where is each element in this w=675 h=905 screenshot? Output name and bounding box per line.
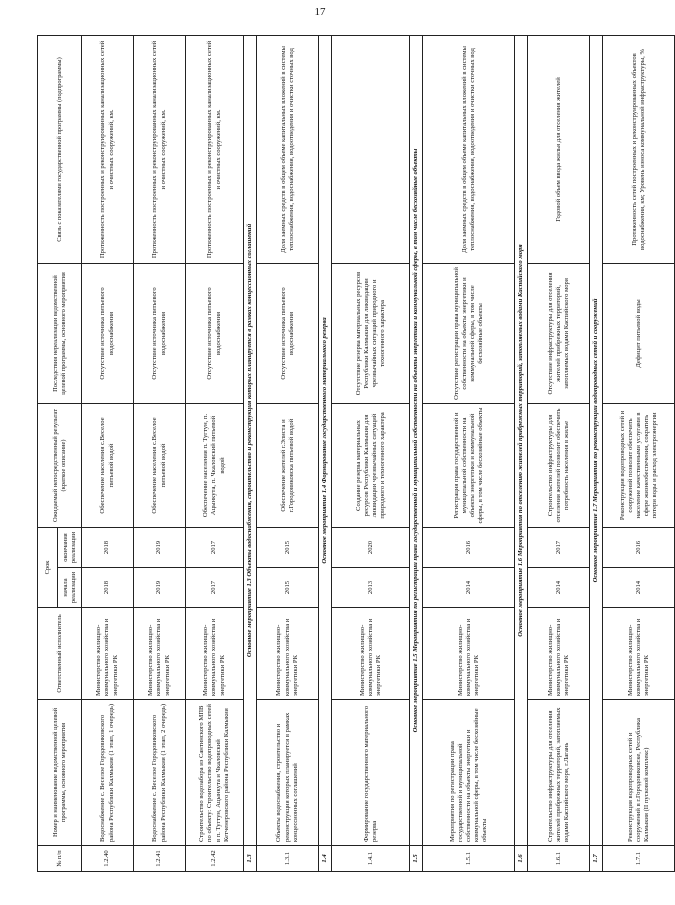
row-result: Обеспечение населения с.Веселое питьевой водой: [82, 403, 134, 527]
row-name: Водоснабжение с. Веселое Городовиковского района Республики Калмыкия (1 этап, 2 очередь): [134, 700, 186, 846]
row-start: 2013: [332, 568, 410, 608]
row-result: Обеспечение населения п. Тугтун, п. Ацынкута, п. Чкаловский питьевой водой: [186, 403, 244, 527]
row-indicators: Протяженность сетей построенных и реконструированных объектов водоснабжения, км; Уровень износа коммунальной инфраструктуры, %: [603, 35, 675, 263]
section-row: [590, 35, 603, 871]
row-consequences: Отсутствие резерва материальных ресурсов Республики Калмыкия для ликвидации чрезвычайных ситуаций природного и техногенного характера: [332, 263, 410, 403]
row-executor: Министерство жилищно-коммунального хозяйства и энергетики РК: [186, 608, 244, 700]
row-result: Обеспечение жителей г.Элиста и г.Городовиковска питьевой водой: [257, 403, 319, 527]
row-end: 2018: [82, 527, 134, 567]
row-consequences: Отсутствие источника питьевого водоснабжения: [134, 263, 186, 403]
section-row: [410, 35, 423, 871]
row-num: 1.2.42: [186, 846, 244, 872]
row-indicators: [332, 35, 410, 263]
table-row: [257, 35, 319, 871]
row-result: Строительство инфраструктуры для отселения жителей позволит обеспечить потребность населения в жилье: [528, 403, 590, 527]
row-result: Регистрация права государственной и муниципальной собственности на объекты энергетики и коммунальной сферы, в том числе бесхозяйные объекты: [423, 403, 515, 527]
header-consequences: Последствия нереализации ведомственной целевой программы, основного мероприятия: [38, 263, 82, 403]
table-row: [186, 35, 244, 871]
table-row: [528, 35, 590, 871]
section-num: 1.3: [244, 846, 257, 872]
section-title: Основное мероприятие 1.6 Мероприятия по отселению жителей прибрежных территорий, затопляемых водами Каспийского моря: [515, 35, 528, 845]
row-end: 2016: [423, 527, 515, 567]
row-indicators: Протяженность построенных и реконструированных канализационных сетей и очистных сооружений, км.: [134, 35, 186, 263]
header-end: окончания реализации: [58, 527, 82, 567]
header-term: Срок: [38, 527, 58, 607]
row-executor: Министерство жилищно-коммунального хозяйства и энергетики РК: [82, 608, 134, 700]
row-num: 1.4.1: [332, 846, 410, 872]
table-row: [603, 35, 675, 871]
section-title: Основное мероприятие 1.7 Мероприятия по реконструкции водопроводных сетей и сооружений: [590, 35, 603, 845]
row-executor: Министерство жилищно-коммунального хозяйства и энергетики РК: [603, 608, 675, 700]
row-result: Обеспечение населения с.Веселое питьевой водой: [134, 403, 186, 527]
row-name: Строительство водозабора из Сантинского МПВ по объекту: Строительство водопроводных сетей в п. Тугтун, Ацынкута и Чкаловский Кетченеровского района Республики Калмыкия: [186, 700, 244, 846]
row-start: 2015: [257, 568, 319, 608]
row-end: 2017: [528, 527, 590, 567]
row-end: 2017: [186, 527, 244, 567]
section-row: [244, 35, 257, 871]
row-indicators: Протяженность построенных и реконструированных канализационных сетей и очистных сооружений, км.: [186, 35, 244, 263]
row-consequences: Отсутствие источника питьевого водоснабжения: [186, 263, 244, 403]
section-num: 1.6: [515, 846, 528, 872]
row-indicators: Доля заемных средств в общем объеме капитальных вложений в системы теплоснабжения, водоснабжения, водоотведения и очистки сточных вод: [423, 35, 515, 263]
row-num: 1.7.1: [603, 846, 675, 872]
section-title: Основное мероприятие 1.5 Мероприятия по регистрации права государственной и муниципальной собственности на объекты энергетики и коммунальной сферы, в том числе бесхозяйные объекты: [410, 35, 423, 845]
header-row-1: [38, 35, 58, 871]
rotated-table-container: [37, 36, 658, 872]
header-indicators: Связь с показателями государственной программы (подпрограммы): [38, 35, 82, 263]
table-row: [134, 35, 186, 871]
row-name: Реконструкция водопроводных сетей и сооружений в г.Городовиковске, Республика Калмыкия (II пусковой комплекс): [603, 700, 675, 846]
row-name: Объекты водоснабжения, строительство и реконструкция которых планируется в рамках концессионных соглашений: [257, 700, 319, 846]
row-num: 1.6.1: [528, 846, 590, 872]
page-number: 17: [314, 6, 326, 18]
row-name: Мероприятия по регистрации права государственной и муниципальной собственности на объекты энергетики и коммунальной сферы, в том числе бесхозяйные объекты: [423, 700, 515, 846]
row-executor: Министерство жилищно-коммунального хозяйства и энергетики РК: [134, 608, 186, 700]
row-start: 2017: [186, 568, 244, 608]
row-start: 2014: [423, 568, 515, 608]
section-row: [515, 35, 528, 871]
row-end: 2016: [603, 527, 675, 567]
header-executor: Ответственный исполнитель: [38, 608, 82, 700]
header-result: Ожидаемый непосредственный результат (краткое описание): [38, 403, 82, 527]
row-name: Водоснабжение с. Веселое Городовиковского района Республики Калмыкия (1 этап, 1 очередь): [82, 700, 134, 846]
row-consequences: Отсутствие источника питьевого водоснабжения: [257, 263, 319, 403]
row-start: 2014: [603, 568, 675, 608]
row-executor: Министерство жилищно-коммунального хозяйства и энергетики РК: [332, 608, 410, 700]
row-num: 1.2.41: [134, 846, 186, 872]
section-row: [319, 35, 332, 871]
program-table: [37, 35, 675, 872]
row-result: Реконструкция водопроводных сетей и сооружений позволит обеспечить население качественными услугами в сфере жизнеобеспечения, сократить потери воды и расход электроэнергии: [603, 403, 675, 527]
row-indicators: Годовой объем ввода жилья для отселения жителей: [528, 35, 590, 263]
row-indicators: Протяженность построенных и реконструированных канализационных сетей и очистных сооружений, км.: [82, 35, 134, 263]
table-row: [332, 35, 410, 871]
row-consequences: Отсутствие инфраструктуры для отселения жителей прибрежных территорий, затопляемых водами Каспийского моря: [528, 263, 590, 403]
row-num: 1.5.1: [423, 846, 515, 872]
header-start: начала реализации: [58, 568, 82, 608]
row-name: Строительство инфраструктуры для отселения жителей прибрежных территорий, затопляемых водами Каспийского моря, г.Лагань: [528, 700, 590, 846]
row-start: 2018: [82, 568, 134, 608]
row-start: 2019: [134, 568, 186, 608]
header-name: Номер и наименование ведомственной целевой программы, основного мероприятия: [38, 700, 82, 846]
table-row: [82, 35, 134, 871]
row-name: Формирование государственного материального резерва: [332, 700, 410, 846]
header-num: № п/п: [38, 846, 82, 872]
section-num: 1.5: [410, 846, 423, 872]
section-title: Основное мероприятие 1.3 Объекты водоснабжения, строительство и реконструкция которых планируется в рамках концессионных соглашений: [244, 35, 257, 845]
row-consequences: Дефицит питьевой воды: [603, 263, 675, 403]
row-num: 1.3.1: [257, 846, 319, 872]
row-num: 1.2.40: [82, 846, 134, 872]
row-consequences: Отсутствие регистрации права муниципальной собственности на объекты энергетики и коммунальной сферы, в том числе бесхозяйные объекты: [423, 263, 515, 403]
row-start: 2014: [528, 568, 590, 608]
row-end: 2019: [134, 527, 186, 567]
row-end: 2015: [257, 527, 319, 567]
row-executor: Министерство жилищно-коммунального хозяйства и энергетики РК: [528, 608, 590, 700]
section-num: 1.7: [590, 846, 603, 872]
table-row: [423, 35, 515, 871]
row-consequences: Отсутствие источника питьевого водоснабжения: [82, 263, 134, 403]
row-executor: Министерство жилищно-коммунального хозяйства и энергетики РК: [423, 608, 515, 700]
row-indicators: Доля заемных средств в общем объеме капитальных вложений в системы теплоснабжения, водоснабжения, водоотведения и очистки сточных вод: [257, 35, 319, 263]
row-executor: Министерство жилищно-коммунального хозяйства и энергетики РК: [257, 608, 319, 700]
section-title: Основное мероприятие 1.4 Формирование государственного материального резерва: [319, 35, 332, 845]
section-num: 1.4: [319, 846, 332, 872]
row-end: 2020: [332, 527, 410, 567]
row-result: Создание резерва материальных ресурсов Республики Калмыкия для ликвидации чрезвычайных ситуаций природного и техногенного характера: [332, 403, 410, 527]
